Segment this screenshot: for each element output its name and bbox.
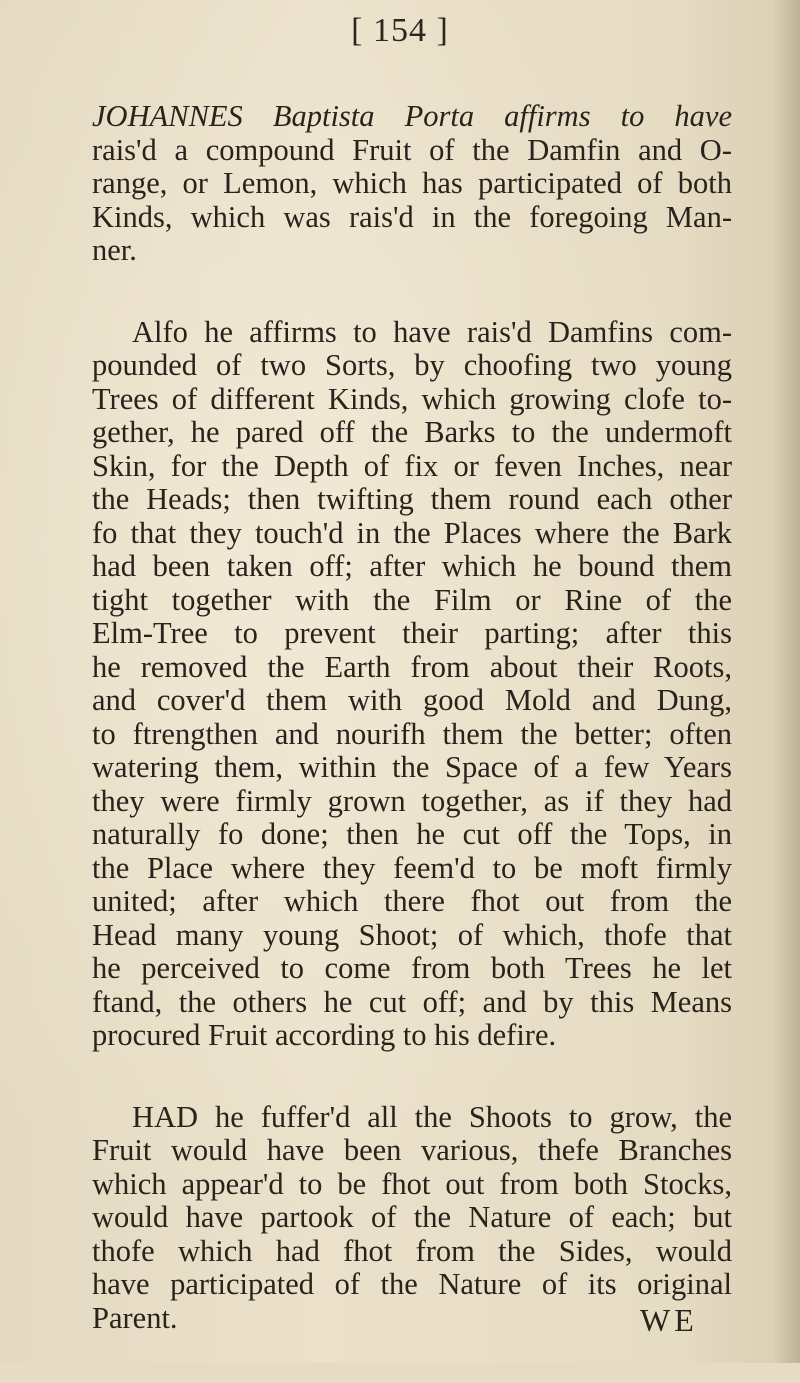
text-line: had been taken off; after which he bound them (92, 549, 732, 583)
text-line: ner. (92, 233, 137, 267)
page-edge-shadow (772, 0, 800, 1363)
text-line: Fruit would have been various, thefe Branches (92, 1133, 732, 1167)
text-line: gether, he pared off the Barks to the undermoft (92, 415, 732, 449)
text-line: Elm-Tree to prevent their parting; after this (92, 616, 732, 650)
text-line: JOHANNES Baptista Porta affirms to have (92, 99, 732, 133)
text-line: Parent. (92, 1300, 178, 1335)
text-line: fo that they touch'd in the Places where the Bark (92, 515, 732, 550)
text-line: he removed the Earth from about their Roots, (92, 649, 732, 684)
text-line: and cover'd them with good Mold and Dung, (92, 683, 732, 717)
text-line: thofe which had fhot from the Sides, would (92, 1233, 732, 1268)
text-line: ftand, the others he cut off; and by this Means (92, 984, 732, 1019)
text-line: procured Fruit according to his defire. (92, 1018, 557, 1052)
text-line: which appear'd to be fhot out from both Stocks, (92, 1166, 732, 1201)
paragraph-3 (92, 1101, 732, 1336)
text-line: Trees of different Kinds, which growing clofe to- (92, 381, 732, 416)
text-line: Kinds, which was rais'd in the foregoing Man- (92, 199, 732, 234)
text-line: the Place where they feem'd to be moft firmly (92, 850, 732, 885)
text-line: Alfo he affirms to have rais'd Damfins com- (132, 314, 732, 349)
body-text (92, 100, 732, 1383)
catchword: WE (640, 1302, 698, 1338)
text-line: the Heads; then twifting them round each other (92, 482, 732, 516)
text-line: rais'd a compound Fruit of the Damfin and O- (92, 132, 732, 167)
paragraph-1 (92, 100, 732, 268)
text-line: Head many young Shoot; of which, thofe that (92, 917, 732, 952)
text-line: would have partook of the Nature of each; but (92, 1200, 732, 1234)
text-line: pounded of two Sorts, by choofing two young (92, 348, 732, 382)
text-line: range, or Lemon, which has participated of both (92, 166, 732, 200)
text-line: Skin, for the Depth of fix or feven Inches, near (92, 448, 732, 483)
text-line: have participated of the Nature of its original (92, 1267, 732, 1301)
text-line: tight together with the Film or Rine of the (92, 582, 732, 617)
text-line: naturally fo done; then he cut off the Tops, in (92, 817, 732, 851)
text-line: united; after which there fhot out from the (92, 884, 732, 918)
text-line: he perceived to come from both Trees he let (92, 951, 732, 985)
text-line: to ftrengthen and nourifh them the better; often (92, 716, 732, 751)
paragraph-2 (92, 316, 732, 1053)
page-number: [ 154 ] (351, 12, 449, 49)
text-line: HAD he fuffer'd all the Shoots to grow, the (132, 1099, 732, 1134)
text-line: watering them, within the Space of a few Years (92, 750, 732, 784)
text-line: they were firmly grown together, as if they had (92, 783, 732, 818)
